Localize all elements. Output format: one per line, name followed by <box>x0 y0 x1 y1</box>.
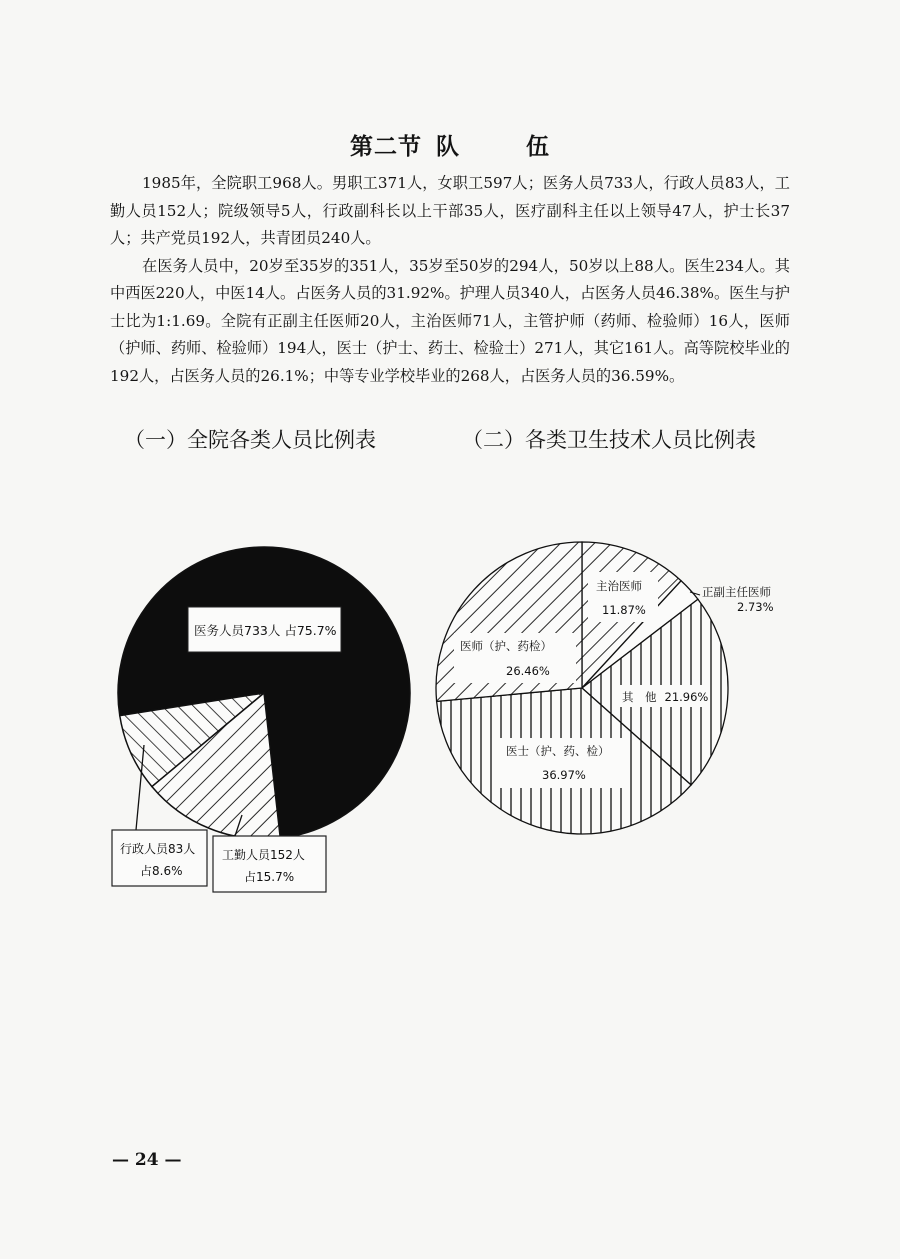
pie1-label-admin-2: 占8.6% <box>140 864 183 878</box>
pie2-label-assistant-2: 36.97% <box>542 768 586 782</box>
paragraph-1: 1985年，全院职工968人。男职工371人，女职工597人；医务人员733人，行政人员83人，工勤人员152人；院级领导5人，行政副科长以上干部35人，医疗副科主任以上领导47人，护士长37人；共产党员192人，共青团员240人。 <box>110 174 790 247</box>
pie1-label-service-1: 工勤人员152人 <box>222 848 305 862</box>
pie1-label-service-2: 占15.7% <box>244 870 295 884</box>
pie2-label-chief-2: 2.73% <box>737 600 774 614</box>
pie-chart-1 <box>112 547 410 892</box>
chart-heading-1: （一）全院各类人员比例表 <box>124 428 376 452</box>
pie2-label-physician-2: 26.46% <box>506 664 550 678</box>
pie2-label-other-1: 其 他 <box>622 690 657 704</box>
page-number: — 24 — <box>112 1150 182 1170</box>
chart-heading-2: （二）各类卫生技术人员比例表 <box>462 428 756 452</box>
pie1-label-admin-1: 行政人员83人 <box>120 842 196 856</box>
section-title-part2: 队 <box>436 133 460 160</box>
pie1-label-medical: 医务人员733人 占75.7% <box>194 623 337 638</box>
pie2-label-other <box>622 690 708 704</box>
pie2-label-attending-1: 主治医师 <box>596 579 642 593</box>
pie-chart-2 <box>436 542 774 834</box>
section-title-part1: 第二节 <box>350 133 422 160</box>
pie2-label-physician-1: 医师（护、药检） <box>460 639 552 653</box>
paragraph-2: 在医务人员中，20岁至35岁的351人，35岁至50岁的294人，50岁以上88人。医生234人。其中西医220人，中医14人。占医务人员的31.92%。护理人员340人，占医务人员46.38%。医生与护士比为1:1.69。全院有正副主任医师20人，主治医师71人，主管护师（药师、检验师）16人，医师（护师、药师、检验师）194人，医士（护士、药士、检验士）271人，其它161人。高等院校毕业的192人，占医务人员的26.1%；中等专业学校毕业的268人，占医务人员的36.59%。 <box>110 256 790 385</box>
pie2-label-assistant-1: 医士（护、药、检） <box>506 744 610 758</box>
pie2-label-chief-1: 正副主任医师 <box>702 585 771 599</box>
section-title-part3: 伍 <box>526 133 550 160</box>
pie2-label-attending-2: 11.87% <box>602 603 646 617</box>
pie2-label-other-2: 21.96% <box>664 690 709 704</box>
